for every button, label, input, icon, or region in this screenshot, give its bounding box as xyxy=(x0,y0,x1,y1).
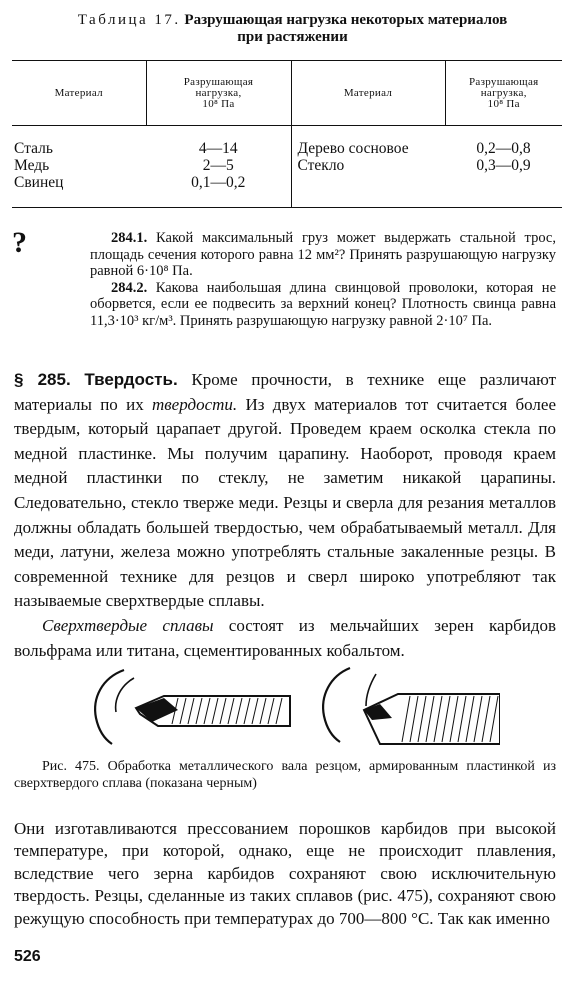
shaft-arc-left xyxy=(95,670,124,744)
section-paragraph: § 285. Твердость. Кроме прочности, в технике еще различают материалы по их твердости. Из двух материалов тот считается более твердым, который царапает другой. Проведем краем осколка стекла по медной пластинке. Мы получим царапину. Наоборот, проводя краем медной пластинки по стеклу, не заметим никакой царапины. Следовательно, стекло тверже меди. Резцы и сверла для резания металлов должны обладать большей твердостью, чем обрабатываемый металл. Для меди, латуни, железа можно употреблять стальные закаленные резцы. В современной технике для резцов и сверл широко употребляют так называемые сверхтвердые сплавы. xyxy=(14,370,557,611)
material-name: Сталь xyxy=(14,140,53,157)
header-material-right: Материал xyxy=(291,61,445,126)
right-materials-cell xyxy=(291,126,445,208)
chip-curl-right xyxy=(366,674,376,706)
problems-block xyxy=(90,230,556,329)
material-name: Свинец xyxy=(14,174,64,191)
load-value: 4—14 xyxy=(198,140,238,157)
table-body-row xyxy=(12,126,562,208)
figure-caption: Рис. 475. Обработка металлического вала резцом, армированным пластинкой из сверхтвердого сплава (показана черным) xyxy=(14,759,556,791)
load-value: 0,2—0,8 xyxy=(476,140,531,157)
load-value: 0,1—0,2 xyxy=(191,174,246,191)
continuation-text: Они изготавливаются прессованием порошков карбидов при высокой температуре, при которой, однако, еще не происходит плавления, вследствие чего зерна карбидов сохраняют свою исключительную твердость. Резцы, сделанные из таких сплавов (рис. 475), сохраняют свою режущую способность при температурах до 700—800 °С. Так как именно xyxy=(14,819,556,928)
section-paragraph: Сверхтвердые сплавы состоят из мельчайших зерен карбидов вольфрама или титана, сцементированных кобальтом. xyxy=(14,615,556,660)
figure-475 xyxy=(80,664,500,754)
left-values-cell xyxy=(146,126,291,208)
right-values-cell xyxy=(445,126,562,208)
load-value: 0,3—0,9 xyxy=(476,157,531,174)
header-load-right: Разрушающая нагрузка, 10⁸ Па xyxy=(445,61,562,126)
table-caption xyxy=(30,12,555,46)
problem-text: Какой максимальный груз может выдержать стальной трос, площадь сечения которого равна 12 мм²? Принять разрушающую нагрузку равной 6·10⁸ Па. xyxy=(90,230,556,279)
term-emphasis: твердости. xyxy=(152,394,238,414)
material-name: Дерево сосновое xyxy=(297,140,409,157)
material-name: Стекло xyxy=(297,157,345,174)
materials-table xyxy=(12,60,562,208)
problem-text: Какова наибольшая длина свинцовой проволоки, которая не оборвется, если ее подвесить за верхний конец? Плотность свинца равна 11,3·10³ кг/м³. Принять разрушающую нагрузку равной 2·10⁷ Па. xyxy=(90,279,556,329)
table-caption-line1 xyxy=(30,12,555,29)
page-number: 526 xyxy=(14,948,41,965)
table-title-line2: при растяжении xyxy=(237,29,348,45)
section-number: § 285. xyxy=(14,370,71,389)
header-load-left: Разрушающая нагрузка, 10⁸ Па xyxy=(146,61,291,126)
header-material-left: Материал xyxy=(12,61,146,126)
problem-item xyxy=(90,230,556,280)
shaft-arc-left-inner xyxy=(116,678,134,712)
cutter-left xyxy=(95,670,290,744)
problem-number: 284.2. xyxy=(111,279,148,296)
hard-alloy-plate-left xyxy=(136,698,178,722)
problem-item xyxy=(90,280,556,330)
cutter-right xyxy=(323,668,500,744)
problem-number: 284.1. xyxy=(111,230,148,246)
table-header-row xyxy=(12,61,562,126)
cutter-illustration xyxy=(80,664,500,754)
shaft-arc-right xyxy=(323,668,350,742)
left-materials-cell xyxy=(12,126,146,208)
section-title: Твердость. xyxy=(84,370,178,389)
section-text xyxy=(14,368,556,663)
material-name: Медь xyxy=(14,157,50,174)
table-label: Таблица 17. xyxy=(77,12,181,28)
cutter-body-right xyxy=(364,694,500,744)
question-mark-icon: ? xyxy=(12,226,27,259)
term-emphasis: Сверхтвердые сплавы xyxy=(42,615,214,635)
load-value: 2—5 xyxy=(202,157,234,174)
table-title: Разрушающая нагрузка некоторых материалов xyxy=(184,12,508,28)
